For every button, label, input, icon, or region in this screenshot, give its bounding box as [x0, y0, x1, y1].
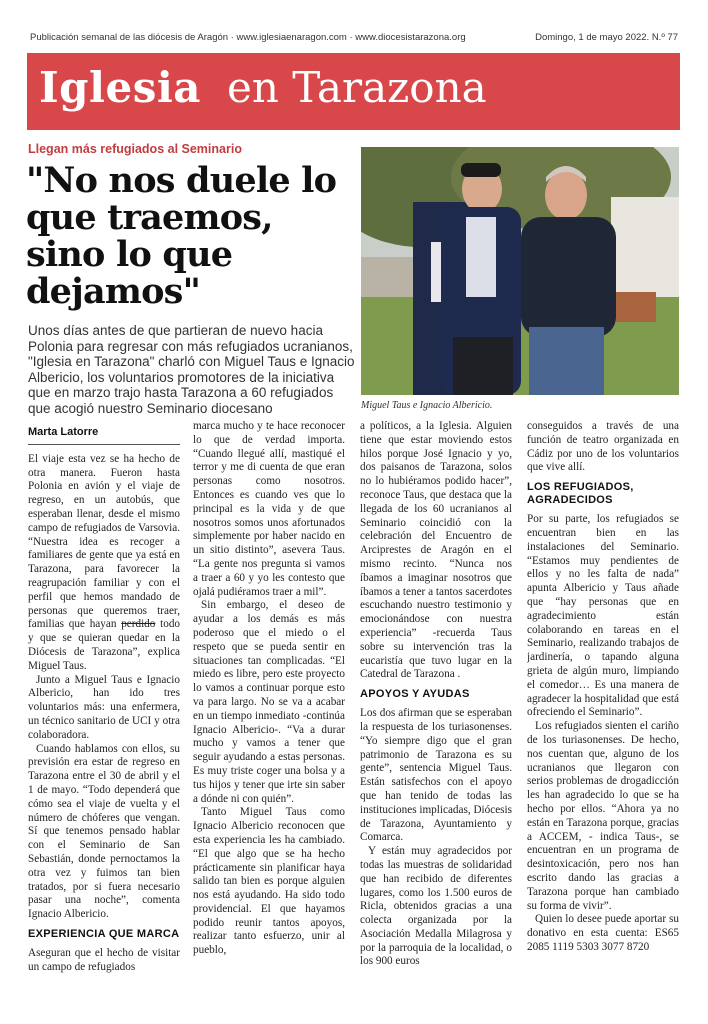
article-photo: [361, 147, 679, 395]
paragraph: Los refugiados sienten el cariño de los turiasonenses. De hecho, nos cuentan que, alguno de los ucranianos que llegaron con serios problemas de drogadicción les han agradecido lo que se ha hecho por ellos. “Ahora ya no están en Tarazona porque, gracias a ACCEM, - indica Taus-, se encuentran en un programa de desintoxicación, pero nos han escrito dando las gracias a Tarazona porque han cambiado su forma de vivir”.: [527, 720, 679, 912]
paragraph: conseguidos a través de una función de teatro organizada en Cádiz por uno de los voluntarios que vive allí.: [527, 420, 679, 474]
section-heading: EXPERIENCIA QUE MARCA: [28, 927, 180, 940]
publication-info-bar: [30, 32, 678, 48]
masthead-title-light: en Tarazona: [227, 63, 487, 112]
paragraph: Tanto Miguel Taus como Ignacio Albericio reconocen que esta experiencia les ha cambiado. “El que algo que se ha hecho prácticamente sin planificar haya salido tan bien es porque alguien nos está ayudando. Ha sido todo providencial. El que hayamos podido reunir tantos apoyos, realizar tanto esfuerzo, unir al pueblo,: [193, 806, 345, 957]
photo-caption: Miguel Taus e Ignacio Albericio.: [361, 400, 493, 411]
masthead-title-bold: Iglesia: [39, 63, 202, 112]
paragraph: Junto a Miguel Taus e Ignacio Albericio, han ido tres voluntarios más: una enfermera, un técnico sanitario de UCI y otra colaboradora.: [28, 673, 180, 741]
paragraph: Cuando hablamos con ellos, su previsión era estar de regreso en Tarazona entre el 30 de abril y el 1 de mayo. “Todo dependerá que cómo sea el viaje de vuelta y el número de chóferes que vengan. Sí que tenemos pensado hablar con el Seminario de San Sebastián, donde pernoctamos la otra vez y fuimos tan bien tratados, por si fuera necesario pasar una noche”, comenta Ignacio Albericio.: [28, 742, 180, 921]
paragraph: Los dos afirman que se esperaban la respuesta de los turiasonenses. “Yo siempre digo que el gran patrimonio de Tarazona es su gente”, sentencia Miguel Taus. Están satisfechos con el apoyo que han tenido de todas las instituciones implicadas, Diócesis de Tarazona, Ayuntamiento y Comarca.: [360, 707, 512, 844]
publication-line: Publicación semanal de las diócesis de Aragón · www.iglesiaenaragon.com · www.diocesistarazona.org: [30, 32, 466, 43]
article-lead: Unos días antes de que partieran de nuevo hacia Polonia para regresar con más refugiados ucranianos, "Iglesia en Tarazona" charló con Miguel Taus e Ignacio Albericio, los voluntarios promotores de la iniciativa que en marzo trajo hasta Tarazona a 60 refugiados que acogió nuestro Seminario diocesano: [28, 323, 355, 416]
paragraph: Aseguran que el hecho de visitar un campo de refugiados: [28, 946, 180, 973]
article-column-3: [360, 420, 512, 1020]
paragraph: Quien lo desee puede aportar su donativo en esta cuenta: ES65 2085 1119 5303 3077 8720: [527, 913, 679, 953]
article-kicker: Llegan más refugiados al Seminario: [28, 142, 242, 156]
paragraph: marca mucho y te hace reconocer lo que de verdad importa. “Cuando llegué allí, mastiqué el terror y me di cuenta de que eran personas como nosotros. Entonces es cuando ves que lo principal es la vida y de que nosotros somos unos afortunados simplemente por haber nacido en un sitio distinto”, asevera Taus. “La gente nos pregunta si vamos a traer a 60 y yo les contesto que ojalá pudiéramos traer a mil”.: [193, 420, 345, 598]
article-column-1: [28, 420, 180, 1020]
section-heading: APOYOS Y AYUDAS: [360, 688, 470, 701]
masthead: [27, 53, 680, 130]
paragraph: a políticos, a la Iglesia. Alguien tiene que estar moviendo estos hilos porque José Ignacio y yo, dos paisanos de Tarazona, solos no lo hubiéramos podido hacer”, reconoce Taus, que destaca que la llegada de los 60 ucranianos al Seminario coincidió con la celebración del Encuentro de Arciprestes de Aragón en el mismo recinto. “Nunca nos íbamos a imaginar nosotros que íbamos a tener a tantos sacerdotes escuchando nuestro testimonio y emocionándose con nuestra experiencia” -recuerda Taus sobre su intervención tras la eucaristía que tuvo lugar en la Catedral de Tarazona .: [360, 420, 512, 681]
issue-date: Domingo, 1 de mayo 2022. N.º 77: [535, 32, 678, 43]
paragraph: Y están muy agradecidos por todas las muestras de solidaridad que han recibido de diferentes lugares, como los 1.500 euros de Ricla, obtenidos gracias a una colecta organizada por la Asociación Medalla Milagrosa y por la parroquia de la localidad, o los 900 euros: [360, 845, 512, 968]
paragraph: Sin embargo, el deseo de ayudar a los demás es más poderoso que el miedo o el respeto que se pueda sentir en situaciones tan complicadas. “El miedo es libre, pero este proyecto lo vamos a continuar porque esto va para largo. No se va a acabar en un tiempo inmediato -continúa Ignacio Albericio-. “Va a durar mucho y vamos a tener que seguir ayudando a estas personas. Es muy triste coger una bolsa y a tus hijos y tener que irte sin saber a dónde ni con quién”.: [193, 599, 345, 805]
section-heading: LOS REFUGIADOS, AGRADECIDOS: [527, 481, 634, 507]
byline-divider: [28, 444, 180, 445]
paragraph: Por su parte, los refugiados se encuentran bien en las instalaciones del Seminario. “Estamos muy pendientes de ellos y no les falta de nada” apunta Albericio y Taus añade que “hay personas que en agradecimiento están colaborando en tareas en el Seminario, realizando trabajos de jardinería, o tapando alguna grieta de algún muro, limpiando el comedor… Es una manera de agradecer la hospitalidad que está ofreciendo el Seminario”.: [527, 513, 679, 719]
article-column-4: [527, 420, 679, 1020]
article-headline: "No nos duele lo que traemos, sino lo que dejamos": [26, 160, 337, 312]
author-byline: Marta Latorre: [28, 426, 99, 438]
article-column-2: [193, 420, 345, 1020]
two-men-photo-illustration: [361, 147, 679, 395]
paragraph: El viaje esta vez se ha hecho de otra manera. Fueron hasta Polonia en avión y el viaje de regreso, en un autobús, que esperaban llenar, desde el mismo campo de refugiados de Varsovia. “Nuestra idea es recoger a familiares de gente que ya está en Tarazona, para favorecer la reagrupación familiar y con el perfil que hemos mandado de personas que queremos traer, familias que hayan perdido todo y que se quieran quedar en la Diócesis de Tarazona”, explica Miguel Taus.: [28, 452, 180, 672]
